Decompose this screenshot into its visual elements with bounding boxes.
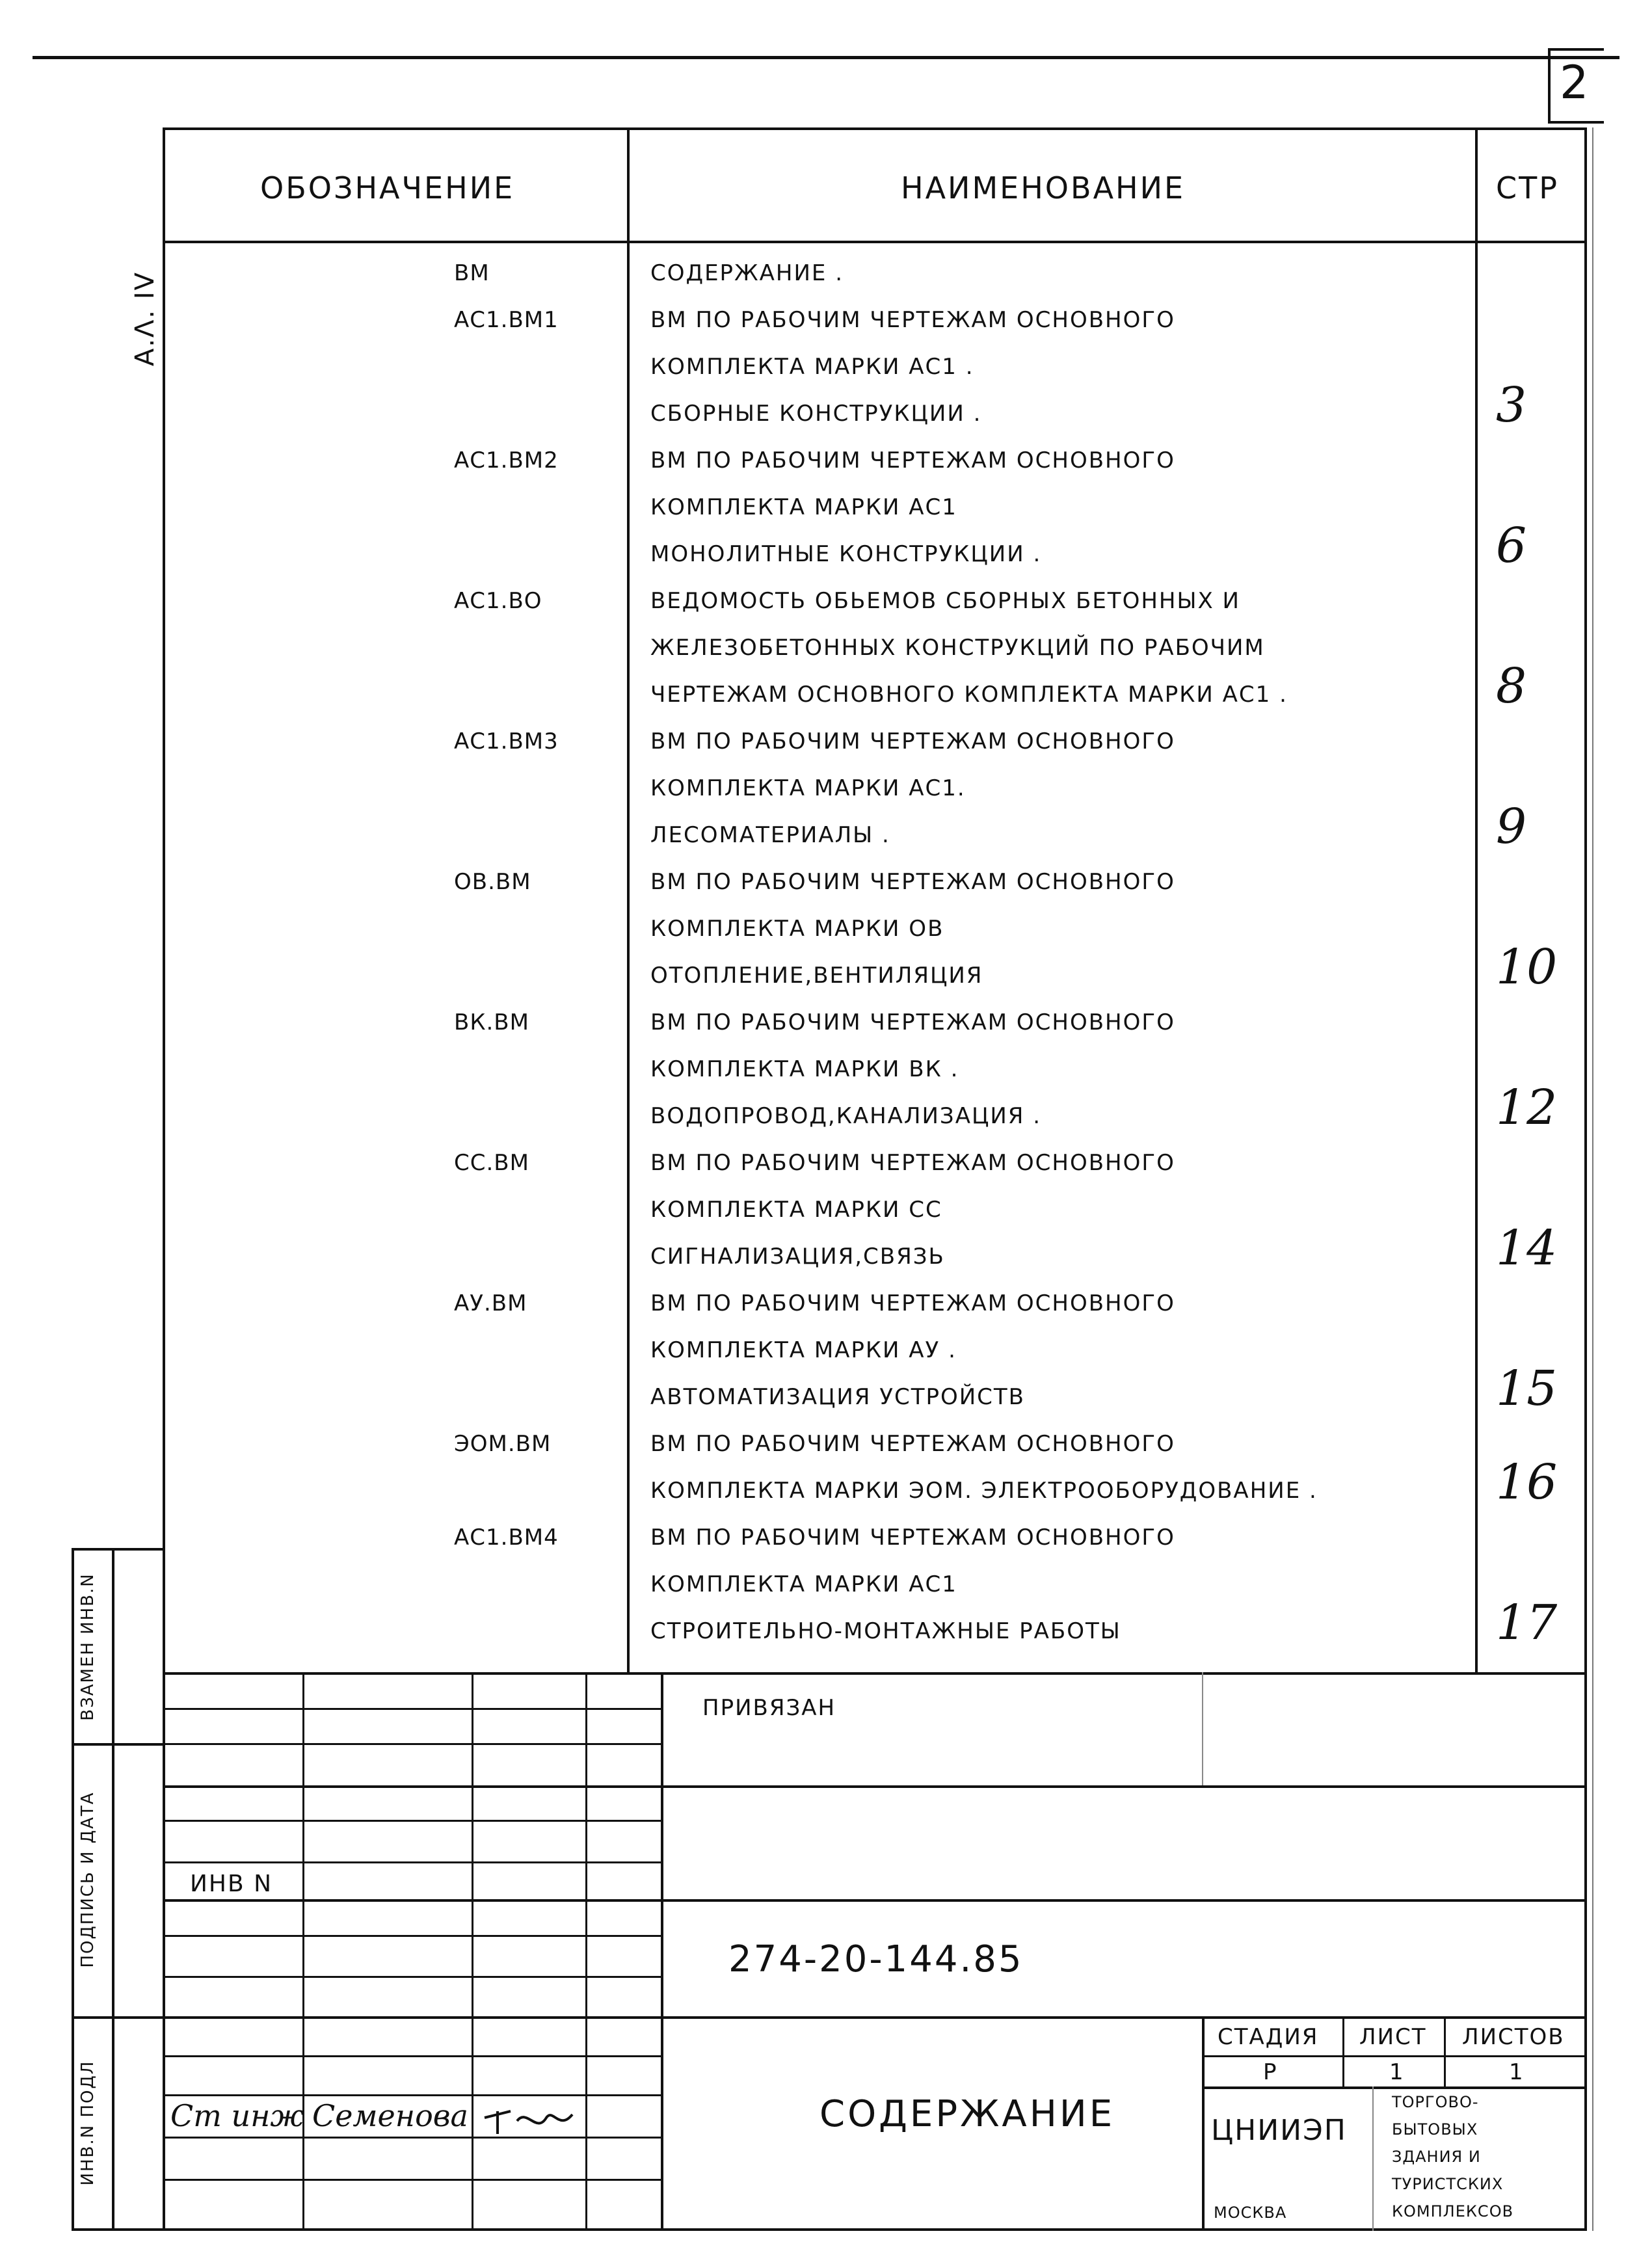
stage-value: Р bbox=[1263, 2059, 1278, 2085]
tb-v-3 bbox=[585, 1672, 587, 2231]
row-text-line: ВМ ПО РАБОЧИМ ЧЕРТЕЖАМ ОСНОВНОГО bbox=[650, 1009, 1175, 1035]
row-code: АС1.ВМ2 bbox=[454, 447, 559, 473]
side-label-vzamen: ВЗАМЕН ИНВ.N bbox=[78, 1573, 98, 1721]
doc-number: 274-20-144.85 bbox=[728, 1938, 1024, 1980]
row-text-line: СБОРНЫЕ КОНСТРУКЦИИ . bbox=[650, 401, 982, 427]
side-strip-bottom bbox=[72, 2228, 163, 2231]
tb-h-12 bbox=[163, 2137, 663, 2139]
signature-mark bbox=[481, 2098, 585, 2137]
row-text-line: ВМ ПО РАБОЧИМ ЧЕРТЕЖАМ ОСНОВНОГО bbox=[650, 307, 1175, 333]
row-code: АС1.ВО bbox=[454, 588, 542, 614]
row-page: 9 bbox=[1496, 799, 1527, 855]
row-page: 15 bbox=[1496, 1361, 1558, 1417]
row-text-line: КОМПЛЕКТА МАРКИ АС1 bbox=[650, 1571, 957, 1597]
row-text-line: КОМПЛЕКТА МАРКИ СС bbox=[650, 1197, 942, 1223]
stage-v-2 bbox=[1342, 2016, 1344, 2088]
row-code: ОВ.ВМ bbox=[454, 869, 531, 895]
row-text-line: ЛЕСОМАТЕРИАЛЫ . bbox=[650, 822, 890, 848]
row-text-line: КОМПЛЕКТА МАРКИ АС1. bbox=[650, 775, 966, 801]
privyazan-label: ПРИВЯЗАН bbox=[702, 1695, 836, 1721]
row-page: 12 bbox=[1496, 1080, 1558, 1136]
stage-v-1 bbox=[1202, 2016, 1205, 2231]
header-name: НАИМЕНОВАНИЕ bbox=[901, 170, 1186, 206]
row-code: АС1.ВМ1 bbox=[454, 307, 559, 333]
sheet-number: 2 bbox=[1560, 56, 1589, 109]
tb-v-2 bbox=[472, 1672, 473, 2231]
org-description-line: КОМПЛЕКСОВ bbox=[1392, 2202, 1514, 2220]
side-label-inv-podl: ИНВ.N ПОДЛ bbox=[78, 2060, 98, 2186]
tb-v-4 bbox=[661, 1672, 663, 2231]
header-page: СТР bbox=[1496, 170, 1559, 206]
header-underline bbox=[163, 241, 1587, 243]
row-page: 6 bbox=[1496, 518, 1527, 574]
side-strip-left bbox=[72, 1548, 74, 2231]
row-page: 17 bbox=[1496, 1595, 1558, 1651]
row-text-line: КОМПЛЕКТА МАРКИ ВК . bbox=[650, 1056, 959, 1082]
row-text-line: ВМ ПО РАБОЧИМ ЧЕРТЕЖАМ ОСНОВНОГО bbox=[650, 1431, 1175, 1457]
row-code: АС1.ВМ4 bbox=[454, 1525, 559, 1551]
col-divider-1 bbox=[627, 127, 630, 1672]
sheet-label: ЛИСТ bbox=[1359, 2024, 1427, 2050]
org-description-line: ТОРГОВО- bbox=[1392, 2093, 1479, 2111]
main-frame bbox=[163, 127, 1587, 2231]
org-city: МОСКВА bbox=[1214, 2204, 1287, 2222]
row-text-line: ВМ ПО РАБОЧИМ ЧЕРТЕЖАМ ОСНОВНОГО bbox=[650, 869, 1175, 895]
tb-h-11 bbox=[163, 2094, 663, 2096]
side-strip-right bbox=[112, 1548, 114, 2231]
tb-h-8 bbox=[163, 1976, 663, 1978]
tb-h-6 bbox=[163, 1899, 1587, 1902]
side-strip-h-2 bbox=[72, 2016, 163, 2019]
row-text-line: КОМПЛЕКТА МАРКИ АС1 bbox=[650, 494, 957, 520]
org-name: ЦНИИЭП bbox=[1211, 2114, 1347, 2147]
row-text-line: ЖЕЛЕЗОБЕТОННЫХ КОНСТРУКЦИЙ ПО РАБОЧИМ bbox=[650, 635, 1265, 661]
row-page: 16 bbox=[1496, 1454, 1558, 1510]
tb-h-2 bbox=[163, 1743, 663, 1745]
row-text-line: КОМПЛЕКТА МАРКИ ОВ bbox=[650, 916, 944, 942]
row-text-line: ВМ ПО РАБОЧИМ ЧЕРТЕЖАМ ОСНОВНОГО bbox=[650, 728, 1175, 754]
tb-h-4 bbox=[163, 1820, 663, 1822]
tb-v-5 bbox=[1202, 1672, 1203, 1785]
row-page: 14 bbox=[1496, 1220, 1558, 1276]
tb-h-1 bbox=[163, 1708, 663, 1710]
row-text-line: ВЕДОМОСТЬ ОБЬЕМОВ СБОРНЫХ БЕТОННЫХ И bbox=[650, 588, 1240, 614]
stage-h-2 bbox=[1202, 2086, 1587, 2089]
side-label-podpis: ПОДПИСЬ И ДАТА bbox=[78, 1791, 98, 1968]
row-text-line: СОДЕРЖАНИЕ . bbox=[650, 260, 844, 286]
sheets-label: ЛИСТОВ bbox=[1462, 2024, 1565, 2050]
signature-role: Ст инж bbox=[170, 2098, 304, 2133]
side-strip-h-1 bbox=[72, 1743, 163, 1746]
row-text-line: ВМ ПО РАБОЧИМ ЧЕРТЕЖАМ ОСНОВНОГО bbox=[650, 1150, 1175, 1176]
document-title: СОДЕРЖАНИЕ bbox=[819, 2093, 1115, 2135]
row-text-line: ВМ ПО РАБОЧИМ ЧЕРТЕЖАМ ОСНОВНОГО bbox=[650, 1525, 1175, 1551]
top-rule bbox=[33, 56, 1619, 59]
row-code: СС.ВМ bbox=[454, 1150, 529, 1176]
side-note: А.Λ. IV bbox=[130, 271, 160, 367]
sheets-value: 1 bbox=[1509, 2059, 1525, 2085]
tb-h-10 bbox=[163, 2055, 663, 2057]
row-text-line: АВТОМАТИЗАЦИЯ УСТРОЙСТВ bbox=[650, 1384, 1025, 1410]
tb-h-3 bbox=[163, 1785, 1587, 1788]
tb-v-1 bbox=[302, 1672, 304, 2231]
stage-label: СТАДИЯ bbox=[1218, 2024, 1319, 2050]
row-page: 3 bbox=[1496, 377, 1527, 433]
row-text-line: КОМПЛЕКТА МАРКИ ЭОМ. ЭЛЕКТРООБОРУДОВАНИЕ . bbox=[650, 1478, 1318, 1504]
tb-h-13 bbox=[163, 2179, 663, 2181]
tb-h-7 bbox=[163, 1935, 663, 1937]
row-page: 10 bbox=[1496, 939, 1558, 995]
row-text-line: ВМ ПО РАБОЧИМ ЧЕРТЕЖАМ ОСНОВНОГО bbox=[650, 447, 1175, 473]
col-divider-2 bbox=[1475, 127, 1478, 1672]
side-strip-top bbox=[72, 1548, 163, 1551]
row-page: 8 bbox=[1496, 658, 1527, 714]
row-text-line: МОНОЛИТНЫЕ КОНСТРУКЦИИ . bbox=[650, 541, 1042, 567]
row-text-line: КОМПЛЕКТА МАРКИ АС1 . bbox=[650, 354, 974, 380]
row-code: АУ.ВМ bbox=[454, 1290, 527, 1316]
row-code: ВК.ВМ bbox=[454, 1009, 529, 1035]
sheet-value: 1 bbox=[1389, 2059, 1405, 2085]
org-divider bbox=[1372, 2086, 1374, 2231]
tb-h-9 bbox=[163, 2016, 1587, 2019]
right-margin-line bbox=[1592, 127, 1593, 2231]
inv-no-label: ИНВ N bbox=[190, 1871, 273, 1897]
title-block-top bbox=[163, 1672, 1587, 1675]
row-text-line: СТРОИТЕЛЬНО-МОНТАЖНЫЕ РАБОТЫ bbox=[650, 1618, 1121, 1644]
stage-h-1 bbox=[1202, 2055, 1587, 2057]
row-text-line: ОТОПЛЕНИЕ,ВЕНТИЛЯЦИЯ bbox=[650, 963, 983, 989]
signature-name: Семенова bbox=[312, 2098, 468, 2133]
row-code: ВМ bbox=[454, 260, 490, 286]
row-code: ЭОМ.ВМ bbox=[454, 1431, 552, 1457]
row-text-line: СИГНАЛИЗАЦИЯ,СВЯЗЬ bbox=[650, 1244, 945, 1270]
header-designation: ОБОЗНАЧЕНИЕ bbox=[260, 170, 515, 206]
row-text-line: ВМ ПО РАБОЧИМ ЧЕРТЕЖАМ ОСНОВНОГО bbox=[650, 1290, 1175, 1316]
tb-h-5 bbox=[163, 1861, 663, 1863]
org-description-line: БЫТОВЫХ bbox=[1392, 2120, 1478, 2139]
row-code: АС1.ВМ3 bbox=[454, 728, 559, 754]
row-text-line: КОМПЛЕКТА МАРКИ АУ . bbox=[650, 1337, 957, 1363]
org-description-line: ЗДАНИЯ И bbox=[1392, 2148, 1481, 2166]
org-description-line: ТУРИСТСКИХ bbox=[1392, 2175, 1504, 2193]
row-text-line: ЧЕРТЕЖАМ ОСНОВНОГО КОМПЛЕКТА МАРКИ АС1 . bbox=[650, 682, 1288, 708]
row-text-line: ВОДОПРОВОД,КАНАЛИЗАЦИЯ . bbox=[650, 1103, 1042, 1129]
stage-v-3 bbox=[1444, 2016, 1446, 2088]
